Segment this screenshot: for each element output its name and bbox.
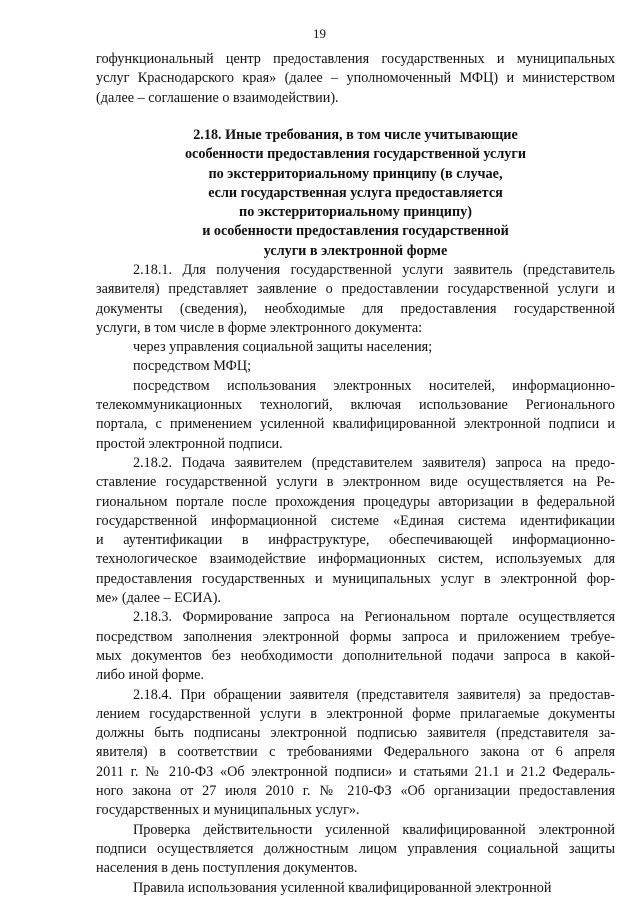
text-line: посредством МФЦ; <box>133 358 252 375</box>
text-line: услуги, в том числе в форме электронного документа: <box>96 319 423 336</box>
text-line: гофункциональный центр предоставления государственных и муниципальных <box>96 51 615 67</box>
heading-line: по экстерриториальному принципу) <box>239 204 472 221</box>
page-number: 19 <box>313 26 326 41</box>
text-line: гиональном портале после прохождения процедуры авторизации в федеральной <box>96 493 615 510</box>
section-heading <box>96 126 615 261</box>
text-line: ставление государственной услуги в электронном виде осуществляется на Ре- <box>96 474 615 491</box>
text-line: мых документов без необходимости дополнительной подачи запроса в какой- <box>96 647 615 664</box>
text-line: должны быть подписаны электронной подписью заявителя (представителя за- <box>96 725 615 742</box>
heading-line: если государственная услуга предоставляется <box>208 184 503 201</box>
paragraph <box>96 879 615 898</box>
text-line: посредством использования электронных носителей, информационно- <box>133 377 615 394</box>
paragraph <box>96 686 615 821</box>
text-line: заявителя) представляет заявление о предоставлении государственной услуги и <box>96 281 615 298</box>
paragraph <box>96 261 615 338</box>
text-line: Правила использования усиленной квалифицированной электронной <box>133 879 552 896</box>
paragraph <box>96 357 615 376</box>
text-line: портала, с применением усиленной квалифицированной электронной подписи и <box>96 416 615 433</box>
text-line: лением государственной услуги в электронной форме прилагаемые документы <box>96 705 615 722</box>
text-line: Проверка действительности усиленной квалифицированной электронной <box>133 821 615 838</box>
text-line: 2.18.1. Для получения государственной услуги заявитель (представитель <box>133 262 615 278</box>
text-line: 2011 г. № 210-ФЗ «Об электронной подписи» и статьями 21.1 и 21.2 Федераль- <box>96 763 615 780</box>
text-line: либо иной форме. <box>96 667 204 684</box>
text-line: 2.18.4. При обращении заявителя (представителя заявителя) за предостав- <box>133 686 615 703</box>
text-line: предоставления государственных и муниципальных услуг в электронной фор- <box>96 570 615 587</box>
text-line: 2.18.3. Формирование запроса на Региональном портале осуществляется <box>133 609 615 626</box>
text-line: явителя) в соответствии с требованиями Федерального закона от 6 апреля <box>96 744 615 761</box>
heading-line: по экстерриториальному принципу (в случае, <box>208 165 503 182</box>
heading-line: особенности предоставления государственной услуги <box>184 146 527 163</box>
text-line: услуг Краснодарского края» (далее – уполномоченный МФЦ) и министерством <box>96 70 615 87</box>
text-line: телекоммуникационных технологий, включая использование Регионального <box>96 397 615 414</box>
section-body <box>96 261 615 898</box>
heading-line: и особенности предоставления государственной <box>202 223 509 240</box>
text-line: через управления социальной защиты населения; <box>133 339 433 356</box>
text-line: 2.18.2. Подача заявителем (представителем заявителя) запроса на предо- <box>133 454 615 471</box>
text-line: посредством заполнения электронной формы запроса и приложением требуе- <box>96 628 615 645</box>
text-line: и аутентификации в инфраструктуре, обеспечивающей информационно- <box>96 532 615 549</box>
paragraph <box>96 377 615 454</box>
text-line: документы (сведения), необходимые для предоставления государственной <box>96 300 615 317</box>
text-line: подписи осуществляется должностным лицом управления социальной защиты <box>96 840 615 857</box>
text-line: простой электронной подписи. <box>96 435 283 452</box>
text-line: ного закона от 27 июля 2010 г. № 210-ФЗ «Об организации предоставления <box>96 783 615 800</box>
text-line: государственных и муниципальных услуг». <box>96 802 360 819</box>
heading-line: услуги в электронной форме <box>263 242 448 259</box>
text-line: ме» (далее – ЕСИА). <box>96 590 222 607</box>
paragraph <box>96 338 615 357</box>
heading-line: 2.18. Иные требования, в том числе учитывающие <box>193 127 518 143</box>
text-line: государственной информационной системе «Единая система идентификации <box>96 512 615 529</box>
paragraph <box>96 454 615 608</box>
text-line: технологическое взаимодействие информационных систем, используемых для <box>96 551 615 568</box>
intro-paragraph <box>96 50 615 108</box>
text-line: населения в день поступления документов. <box>96 860 358 877</box>
paragraph <box>96 608 615 685</box>
text-line: (далее – соглашение о взаимодействии). <box>96 89 339 106</box>
paragraph <box>96 821 615 879</box>
